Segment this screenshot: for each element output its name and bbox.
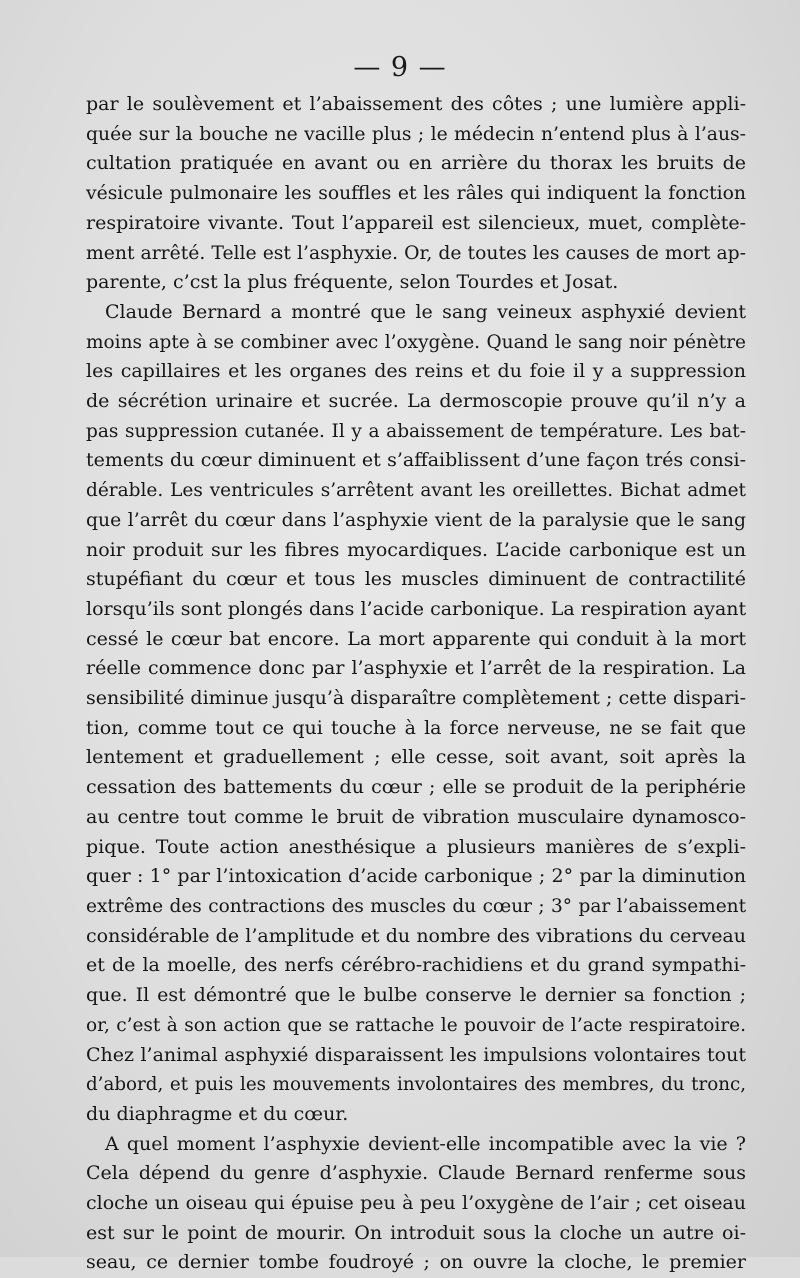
text-line: du diaphragme et du cœur.: [86, 1102, 349, 1125]
text-line: noir produit sur les fibres myocardiques. L’acide carbonique est un: [86, 538, 746, 561]
text-line: lentement et graduellement ; elle cesse, soit avant, soit après la: [86, 746, 746, 769]
text-line: cloche un oiseau qui épuise peu à peu l’oxygène de l’air ; cet oiseau: [86, 1192, 746, 1215]
text-line: or, c’est à son action que se rattache le pouvoir de l’acte respiratoire.: [86, 1014, 746, 1036]
text-line: que l’arrêt du cœur dans l’asphyxie vient de la paralysie que le sang: [86, 509, 746, 531]
text-line: cessation des battements du cœur ; elle se produit de la periphérie: [86, 776, 746, 799]
paragraph: [86, 298, 746, 1130]
text-line: extrême des contractions des muscles du cœur ; 3° par l’abaissement: [86, 895, 746, 917]
text-line: Cela dépend du genre d’asphyxie. Claude Bernard renferme sous: [86, 1162, 746, 1185]
text-line: au centre tout comme le bruit de vibration musculaire dynamosco-: [86, 805, 746, 828]
text-line: considérable de l’amplitude et du nombre des vibrations du cerveau: [86, 924, 746, 947]
text-line: quer : 1° par l’intoxication d’acide carbonique ; 2° par la diminution: [86, 865, 746, 888]
text-line: par le soulèvement et l’abaissement des côtes ; une lumière appli-: [86, 93, 746, 115]
text-line: pas suppression cutanée. Il y a abaissement de température. Les bat-: [86, 420, 746, 442]
text-line: ment arrêté. Telle est l’asphyxie. Or, de toutes les causes de mort ap-: [86, 242, 746, 264]
text-line: Chez l’animal asphyxié disparaissent les impulsions volontaires tout: [86, 1043, 746, 1066]
text-line: parente, c’cst la plus fréquente, selon Tourdes et Josat.: [86, 271, 619, 294]
text-line: d’abord, et puis les mouvements involontaires des membres, du tronc,: [86, 1074, 746, 1096]
text-line: quée sur la bouche ne vacille plus ; le médecin n’entend plus à l’aus-: [86, 123, 746, 145]
paragraph: [86, 1130, 746, 1278]
text-line: est sur le point de mourir. On introduit sous la cloche un autre oi-: [86, 1221, 746, 1244]
text-line: stupéfiant du cœur et tous les muscles diminuent de contractilité: [86, 568, 746, 591]
text-line: moins apte à se combiner avec l’oxygène. Quand le sang noir pénètre: [86, 331, 746, 353]
text-line: respiratoire vivante. Tout l’appareil est silencieux, muet, complète-: [86, 211, 746, 234]
text-line: tion, comme tout ce qui touche à la force nerveuse, ne se fait que: [86, 716, 746, 739]
text-line: lorsqu’ils sont plongés dans l’acide carbonique. La respiration ayant: [86, 597, 747, 620]
page-number: — 9 —: [353, 52, 447, 83]
text-line: et de la moelle, des nerfs cérébro-rachidiens et du grand sympathi-: [86, 954, 746, 977]
text-line: pique. Toute action anesthésique a plusieurs manières de s’expli-: [86, 835, 746, 858]
text-line: seau, ce dernier tombe foudroyé ; on ouvre la cloche, le premier: [86, 1251, 746, 1274]
text-line: les capillaires et les organes des reins et du foie il y a suppression: [86, 360, 746, 383]
body-text: [86, 90, 746, 1278]
text-line: tements du cœur diminuent et s’affaiblissent d’une façon trés consi-: [86, 449, 746, 472]
text-line: vésicule pulmonaire les souffles et les râles qui indiquent la fonction: [86, 183, 746, 205]
text-line: cultation pratiquée en avant ou en arrière du thorax les bruits de: [86, 152, 746, 175]
text-line: Claude Bernard a montré que le sang veineux asphyxié devient: [105, 300, 746, 323]
text-line: de sécrétion urinaire et sucrée. La dermoscopie prouve qu’il n’y a: [86, 390, 746, 413]
text-line: réelle commence donc par l’asphyxie et l’arrêt de la respiration. La: [86, 657, 746, 680]
paragraph: [86, 90, 746, 298]
text-line: dérable. Les ventricules s’arrêtent avant les oreillettes. Bichat admet: [86, 480, 746, 502]
text-line: sensibilité diminue jusqu’à disparaître complètement ; cette dispari-: [86, 687, 746, 710]
text-line: cessé le cœur bat encore. La mort apparente qui conduit à la mort: [86, 627, 746, 650]
text-line: que. Il est démontré que le bulbe conserve le dernier sa fonction ;: [86, 984, 746, 1007]
text-line: A quel moment l’asphyxie devient-elle incompatible avec la vie ?: [105, 1132, 746, 1155]
